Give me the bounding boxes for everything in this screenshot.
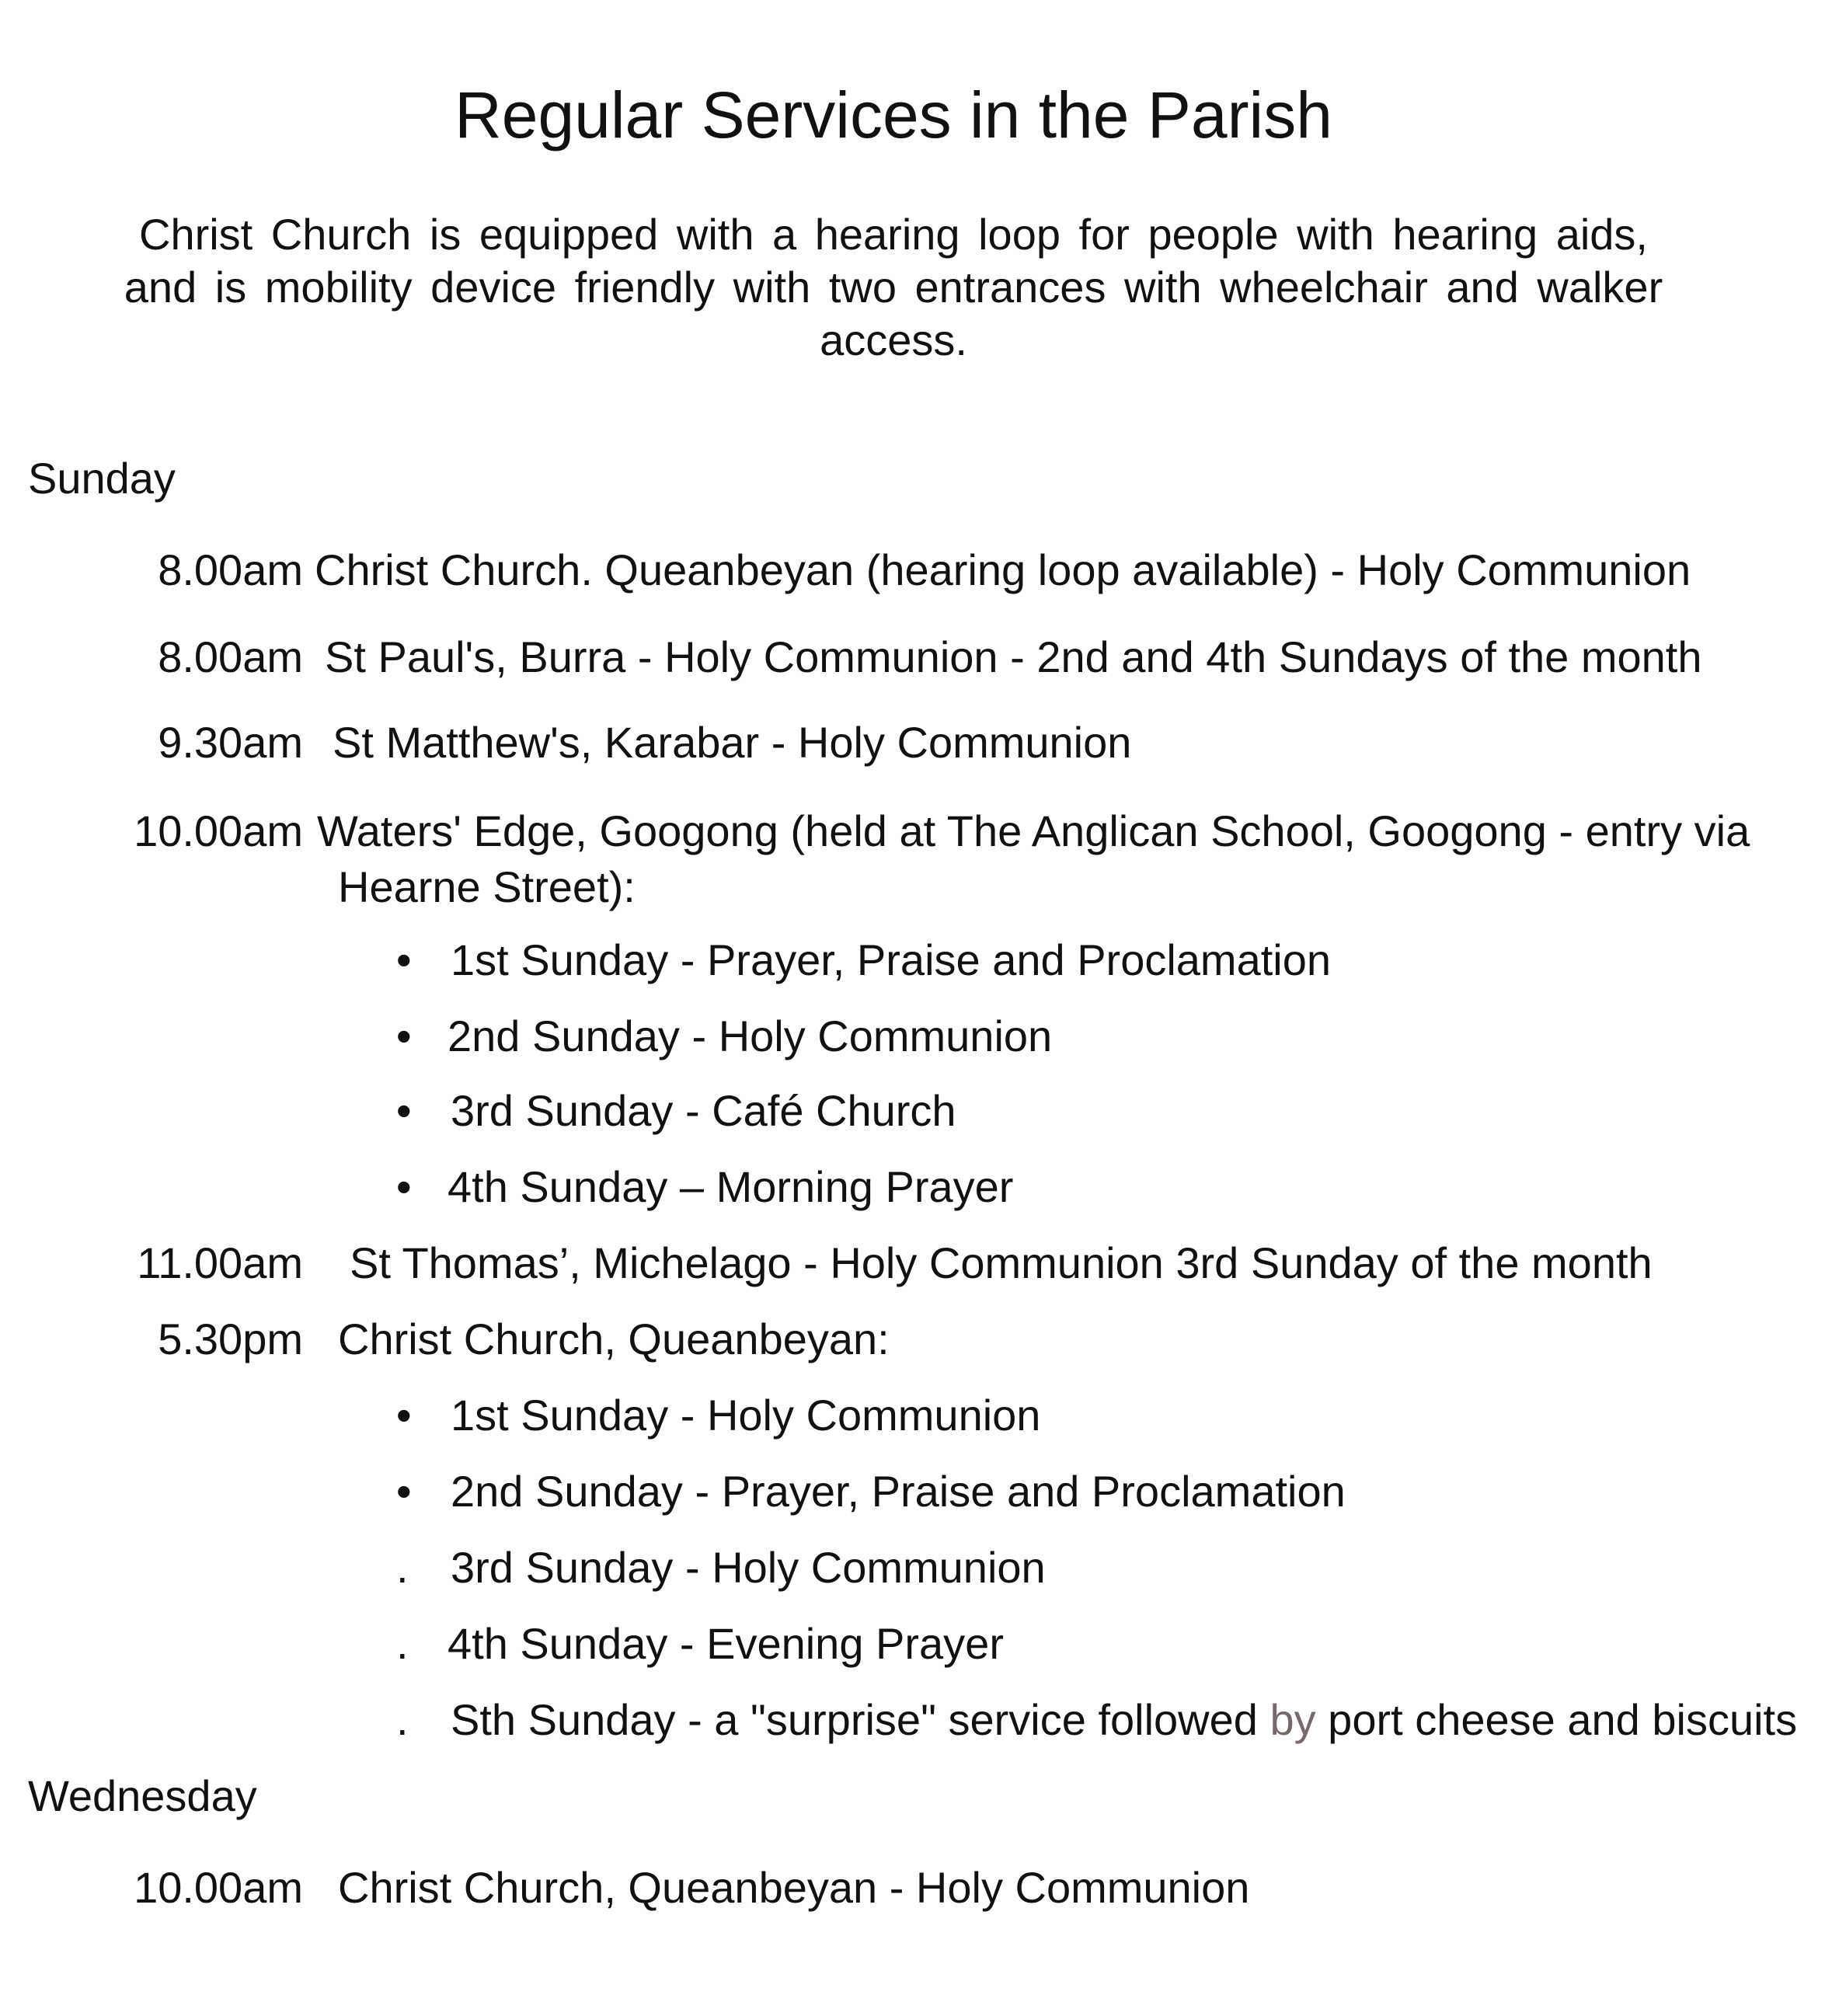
bullet-mark: • — [396, 1391, 412, 1440]
service-description-continued: Hearne Street): — [338, 862, 636, 911]
list-item-text: 3rd Sunday - Café Church — [451, 1086, 956, 1135]
list-item-text: 2nd Sunday - Prayer, Praise and Proclamation — [451, 1467, 1346, 1516]
list-item-text: 1st Sunday - Holy Communion — [451, 1391, 1041, 1440]
service-description: Waters' Edge, Googong (held at The Anglican School, Googong - entry via — [317, 806, 1750, 855]
intro-line-3: access. — [820, 315, 967, 364]
service-row — [0, 631, 1825, 685]
intro-line-2: and is mobility device friendly with two entrances with wheelchair and walker — [124, 263, 1663, 312]
bullet-mark: . — [396, 1619, 409, 1668]
list-item-text: 4th Sunday – Morning Prayer — [448, 1162, 1014, 1211]
list-item — [0, 1389, 1825, 1443]
list-item-text: 4th Sunday - Evening Prayer — [448, 1619, 1004, 1668]
list-item-text-part: Sth Sunday - a "surprise" service followed — [451, 1695, 1270, 1744]
service-description: St Paul's, Burra - Holy Communion - 2nd and 4th Sundays of the month — [325, 632, 1702, 681]
sunday-heading: Sunday — [28, 454, 176, 503]
list-item — [0, 934, 1825, 988]
service-row — [0, 1861, 1825, 1916]
service-description: St Matthew's, Karabar - Holy Communion — [333, 718, 1132, 767]
service-time: 9.30am — [158, 718, 303, 767]
intro-line-1: Christ Church is equipped with a hearing loop for people with hearing aids, — [139, 210, 1648, 259]
bullet-mark: • — [396, 935, 412, 984]
service-row — [0, 716, 1825, 771]
service-description: St Thomas’, Michelago - Holy Communion 3rd Sunday of the month — [350, 1238, 1653, 1287]
bullet-mark: • — [396, 1086, 412, 1135]
wednesday-heading: Wednesday — [28, 1771, 257, 1820]
bullet-mark: • — [396, 1162, 412, 1211]
list-item-text-part: port cheese and biscuits — [1315, 1695, 1798, 1744]
list-item — [0, 1161, 1825, 1215]
bullet-mark: • — [396, 1467, 412, 1516]
service-time: 10.00am — [134, 806, 303, 855]
accessibility-intro — [101, 208, 1686, 367]
service-description: Christ Church. Queanbeyan (hearing loop available) - Holy Communion — [315, 545, 1691, 594]
service-time: 8.00am — [158, 545, 303, 594]
list-item-text: 3rd Sunday - Holy Communion — [451, 1543, 1046, 1592]
service-row — [0, 1237, 1825, 1291]
list-item — [0, 1465, 1825, 1520]
service-time: 10.00am — [134, 1863, 303, 1912]
service-description: Christ Church, Queanbeyan: — [338, 1314, 890, 1363]
list-item — [0, 1617, 1825, 1672]
service-row — [0, 544, 1825, 598]
list-item — [0, 1694, 1825, 1748]
bullet-mark: . — [396, 1695, 409, 1744]
list-item-text: 1st Sunday - Prayer, Praise and Proclamation — [451, 935, 1332, 984]
list-item-text: 2nd Sunday - Holy Communion — [448, 1011, 1053, 1060]
list-item — [0, 1085, 1825, 1139]
service-time: 5.30pm — [158, 1314, 303, 1363]
bullet-mark: . — [396, 1543, 409, 1592]
list-item-text-highlight: by — [1269, 1695, 1316, 1744]
list-item — [0, 1541, 1825, 1596]
service-time: 8.00am — [158, 632, 303, 681]
service-row — [0, 805, 1825, 859]
service-row — [0, 1313, 1825, 1367]
bullet-mark: • — [396, 1011, 412, 1060]
service-time: 11.00am — [137, 1238, 303, 1287]
list-item-text — [451, 1694, 1797, 1746]
service-description: Christ Church, Queanbeyan - Holy Communion — [338, 1863, 1250, 1912]
list-item — [0, 1010, 1825, 1064]
page-title: Regular Services in the Parish — [455, 78, 1332, 151]
